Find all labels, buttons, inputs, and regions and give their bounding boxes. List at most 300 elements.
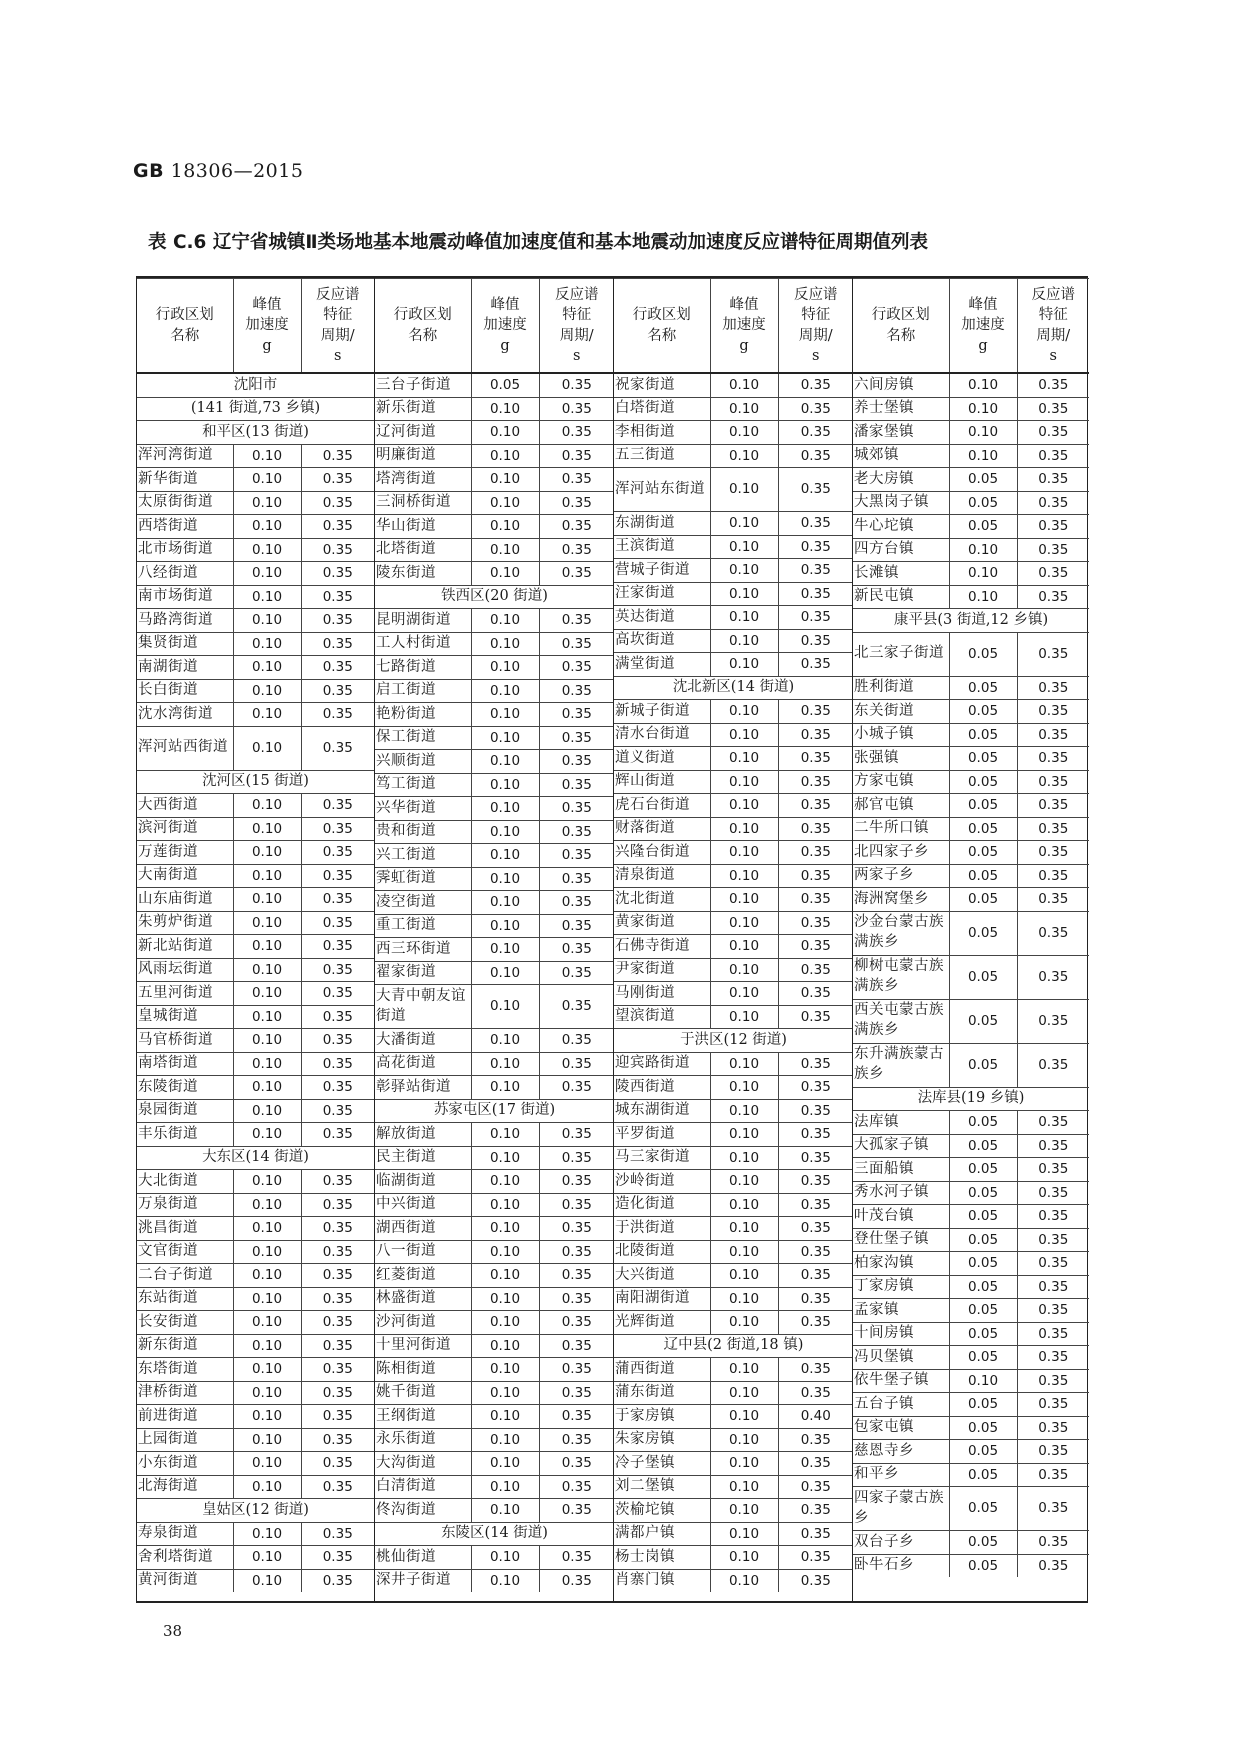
- period-value: 0.35: [1017, 397, 1089, 421]
- table-row: [375, 891, 614, 915]
- page-number: 38: [163, 1622, 183, 1640]
- table-row: [853, 1322, 1089, 1346]
- table-row: [614, 1287, 853, 1311]
- district-name: 柳树屯蒙古族满族乡: [853, 955, 949, 999]
- table-row: [853, 1043, 1089, 1087]
- table-row: [853, 1228, 1089, 1252]
- pga-value: 0.10: [471, 891, 539, 915]
- pga-value: 0.10: [949, 538, 1017, 562]
- period-value: 0.35: [539, 609, 614, 633]
- table-row: [375, 421, 614, 445]
- pga-value: 0.10: [710, 1428, 778, 1452]
- period-value: 0.35: [539, 844, 614, 868]
- period-value: 0.35: [301, 1052, 374, 1076]
- period-value: 0.35: [301, 1334, 374, 1358]
- district-name: 满都户镇: [614, 1522, 710, 1546]
- district-name: 沙岭街道: [614, 1170, 710, 1194]
- pga-value: 0.10: [471, 1428, 539, 1452]
- table-row: [137, 1522, 374, 1546]
- pga-value: 0.10: [471, 1287, 539, 1311]
- period-value: 0.35: [301, 1546, 374, 1570]
- table-row: [137, 468, 374, 492]
- period-value: 0.35: [301, 1405, 374, 1429]
- period-value: 0.35: [301, 817, 374, 841]
- pga-value: 0.05: [949, 1346, 1017, 1370]
- table-row: [614, 397, 853, 421]
- district-name: 万泉街道: [137, 1193, 233, 1217]
- table-row: [137, 515, 374, 539]
- period-value: 0.35: [778, 373, 853, 397]
- district-name: 黄家街道: [614, 911, 710, 935]
- table-row: [375, 938, 614, 962]
- district-name: 二台子街道: [137, 1264, 233, 1288]
- group-row: [375, 585, 614, 609]
- standard-code: GB 18306—2015: [133, 160, 304, 182]
- table-row: [614, 1499, 853, 1523]
- pga-value: 0.05: [949, 468, 1017, 492]
- district-name: 浑河站东街道: [614, 468, 710, 512]
- period-value: 0.35: [778, 1193, 853, 1217]
- pga-value: 0.10: [471, 679, 539, 703]
- district-name: 昆明湖街道: [375, 609, 471, 633]
- pga-value: 0.10: [710, 864, 778, 888]
- pga-value: 0.10: [471, 1029, 539, 1053]
- table-row: [614, 1475, 853, 1499]
- table-row: [614, 958, 853, 982]
- period-value: 0.35: [301, 911, 374, 935]
- district-name: 长安街道: [137, 1311, 233, 1335]
- district-name: 民主街道: [375, 1146, 471, 1170]
- period-value: 0.35: [539, 562, 614, 586]
- column-header-pga: 峰值 加速度 g: [710, 279, 778, 374]
- period-value: 0.35: [301, 1522, 374, 1546]
- pga-value: 0.10: [710, 1217, 778, 1241]
- pga-value: 0.05: [949, 1531, 1017, 1555]
- pga-value: 0.05: [949, 1252, 1017, 1276]
- district-name: 陵西街道: [614, 1076, 710, 1100]
- period-value: 0.35: [539, 1193, 614, 1217]
- table-row: [375, 1311, 614, 1335]
- district-name: 李相街道: [614, 421, 710, 445]
- district-name: 桃仙街道: [375, 1546, 471, 1570]
- district-name: 大黑岗子镇: [853, 491, 949, 515]
- period-value: 0.35: [539, 961, 614, 985]
- district-name: 太原街街道: [137, 491, 233, 515]
- period-value: 0.35: [1017, 1463, 1089, 1487]
- pga-value: 0.10: [710, 1123, 778, 1147]
- table-row: [137, 1287, 374, 1311]
- period-value: 0.35: [539, 1146, 614, 1170]
- period-value: 0.35: [539, 1217, 614, 1241]
- table-row: [853, 770, 1089, 794]
- period-value: 0.35: [778, 1264, 853, 1288]
- period-value: 0.35: [778, 1123, 853, 1147]
- period-value: 0.35: [539, 515, 614, 539]
- table-block: [137, 278, 374, 1592]
- district-name: 艳粉街道: [375, 703, 471, 727]
- pga-value: 0.10: [710, 1240, 778, 1264]
- table-row: [375, 1123, 614, 1147]
- period-value: 0.40: [778, 1405, 853, 1429]
- table-row: [137, 841, 374, 865]
- district-name: 北三家子街道: [853, 632, 949, 676]
- table-row: [137, 1005, 374, 1029]
- table-row: [853, 676, 1089, 700]
- pga-value: 0.10: [710, 629, 778, 653]
- pga-value: 0.10: [471, 1264, 539, 1288]
- pga-value: 0.05: [949, 1322, 1017, 1346]
- district-name: 上园街道: [137, 1428, 233, 1452]
- pga-value: 0.10: [710, 1311, 778, 1335]
- table-row: [614, 1193, 853, 1217]
- period-value: 0.35: [539, 867, 614, 891]
- period-value: 0.35: [1017, 421, 1089, 445]
- table-row: [137, 1052, 374, 1076]
- period-value: 0.35: [539, 397, 614, 421]
- group-heading: 和平区(13 街道): [137, 421, 374, 445]
- period-value: 0.35: [301, 1076, 374, 1100]
- period-value: 0.35: [1017, 1393, 1089, 1417]
- pga-value: 0.10: [710, 982, 778, 1006]
- district-name: 北四家子乡: [853, 841, 949, 865]
- pga-value: 0.10: [710, 747, 778, 771]
- pga-value: 0.10: [710, 1499, 778, 1523]
- district-name: 茨榆坨镇: [614, 1499, 710, 1523]
- district-name: 新东街道: [137, 1334, 233, 1358]
- pga-value: 0.10: [471, 1546, 539, 1570]
- table-row: [137, 817, 374, 841]
- table-row: [375, 1428, 614, 1452]
- pga-value: 0.10: [710, 582, 778, 606]
- table-row: [853, 1369, 1089, 1393]
- pga-value: 0.10: [233, 1123, 301, 1147]
- district-name: 八经街道: [137, 562, 233, 586]
- period-value: 0.35: [778, 841, 853, 865]
- table-row: [137, 1311, 374, 1335]
- period-value: 0.35: [539, 468, 614, 492]
- district-name: 永乐街道: [375, 1428, 471, 1452]
- district-name: 叶茂台镇: [853, 1205, 949, 1229]
- period-value: 0.35: [539, 1240, 614, 1264]
- pga-value: 0.05: [949, 1393, 1017, 1417]
- pga-value: 0.10: [233, 632, 301, 656]
- table-row: [375, 444, 614, 468]
- pga-value: 0.10: [471, 1405, 539, 1429]
- period-value: 0.35: [778, 468, 853, 512]
- period-value: 0.35: [1017, 632, 1089, 676]
- district-name: 北陵街道: [614, 1240, 710, 1264]
- pga-value: 0.10: [233, 562, 301, 586]
- period-value: 0.35: [539, 444, 614, 468]
- group-row: [375, 1522, 614, 1546]
- table-row: [853, 373, 1089, 397]
- district-name: 郝官屯镇: [853, 794, 949, 818]
- pga-value: 0.10: [471, 914, 539, 938]
- table-row: [137, 609, 374, 633]
- pga-value: 0.05: [949, 632, 1017, 676]
- table-row: [137, 1358, 374, 1382]
- period-value: 0.35: [301, 935, 374, 959]
- table-row: [853, 794, 1089, 818]
- pga-value: 0.10: [233, 1170, 301, 1194]
- period-value: 0.35: [778, 700, 853, 724]
- group-heading: 康平县(3 街道,12 乡镇): [853, 609, 1089, 633]
- period-value: 0.35: [1017, 955, 1089, 999]
- pga-value: 0.10: [710, 373, 778, 397]
- district-name: 东湖街道: [614, 512, 710, 536]
- district-name: 孟家镇: [853, 1299, 949, 1323]
- period-value: 0.35: [1017, 444, 1089, 468]
- table-row: [853, 864, 1089, 888]
- period-value: 0.35: [539, 679, 614, 703]
- table-row: [137, 1381, 374, 1405]
- district-name: 贵和街道: [375, 820, 471, 844]
- table-row: [614, 817, 853, 841]
- pga-value: 0.10: [710, 444, 778, 468]
- period-value: 0.35: [778, 559, 853, 583]
- period-value: 0.35: [301, 958, 374, 982]
- district-name: 马官桥街道: [137, 1029, 233, 1053]
- district-name: 财落街道: [614, 817, 710, 841]
- period-value: 0.35: [1017, 538, 1089, 562]
- period-value: 0.35: [539, 703, 614, 727]
- column-header-pga: 峰值 加速度 g: [233, 279, 301, 374]
- table-row: [853, 1205, 1089, 1229]
- district-name: 东站街道: [137, 1287, 233, 1311]
- table-row: [853, 1158, 1089, 1182]
- pga-value: 0.10: [710, 935, 778, 959]
- period-value: 0.35: [1017, 794, 1089, 818]
- district-name: 凌空街道: [375, 891, 471, 915]
- table-row: [375, 1217, 614, 1241]
- period-value: 0.35: [539, 1381, 614, 1405]
- district-name: 城郊镇: [853, 444, 949, 468]
- period-value: 0.35: [778, 653, 853, 677]
- district-name: 清泉街道: [614, 864, 710, 888]
- pga-value: 0.10: [233, 1334, 301, 1358]
- pga-value: 0.10: [233, 679, 301, 703]
- district-name: 风雨坛街道: [137, 958, 233, 982]
- pga-value: 0.10: [471, 1193, 539, 1217]
- table-row: [137, 1569, 374, 1592]
- period-value: 0.35: [778, 794, 853, 818]
- table-row: [853, 1393, 1089, 1417]
- table-row: [137, 538, 374, 562]
- pga-value: 0.10: [710, 606, 778, 630]
- pga-value: 0.10: [233, 1287, 301, 1311]
- column-header-name: 行政区划 名称: [853, 279, 949, 374]
- period-value: 0.35: [539, 632, 614, 656]
- pga-value: 0.10: [233, 444, 301, 468]
- pga-value: 0.10: [233, 888, 301, 912]
- table-row: [375, 914, 614, 938]
- period-value: 0.35: [778, 1546, 853, 1570]
- period-value: 0.35: [778, 1099, 853, 1123]
- district-name: 北海街道: [137, 1475, 233, 1499]
- period-value: 0.35: [539, 938, 614, 962]
- pga-value: 0.10: [233, 1546, 301, 1570]
- period-value: 0.35: [301, 1452, 374, 1476]
- district-name: 塔湾街道: [375, 468, 471, 492]
- table-row: [614, 444, 853, 468]
- district-name: 沙金台蒙古族满族乡: [853, 911, 949, 955]
- pga-value: 0.10: [471, 1240, 539, 1264]
- table-row: [137, 982, 374, 1006]
- period-value: 0.35: [1017, 676, 1089, 700]
- period-value: 0.35: [778, 1170, 853, 1194]
- table-row: [853, 817, 1089, 841]
- district-name: 黄河街道: [137, 1569, 233, 1592]
- period-value: 0.35: [301, 491, 374, 515]
- pga-value: 0.10: [233, 468, 301, 492]
- pga-value: 0.05: [949, 1043, 1017, 1087]
- table-row: [137, 958, 374, 982]
- group-row: [614, 1029, 853, 1053]
- table-row: [614, 1170, 853, 1194]
- district-name: 三台子街道: [375, 373, 471, 397]
- period-value: 0.35: [539, 1499, 614, 1523]
- table-row: [375, 1452, 614, 1476]
- pga-value: 0.10: [710, 535, 778, 559]
- district-name: 马路湾街道: [137, 609, 233, 633]
- period-value: 0.35: [778, 535, 853, 559]
- pga-value: 0.10: [233, 841, 301, 865]
- table-row: [853, 955, 1089, 999]
- period-value: 0.35: [301, 982, 374, 1006]
- table-row: [375, 820, 614, 844]
- period-value: 0.35: [301, 444, 374, 468]
- table-row: [375, 1405, 614, 1429]
- table-row: [614, 1264, 853, 1288]
- pga-value: 0.10: [710, 1146, 778, 1170]
- district-name: 大北街道: [137, 1170, 233, 1194]
- pga-value: 0.10: [471, 1475, 539, 1499]
- table-row: [614, 794, 853, 818]
- period-value: 0.35: [1017, 1416, 1089, 1440]
- table-row: [853, 888, 1089, 912]
- district-name: 马刚街道: [614, 982, 710, 1006]
- period-value: 0.35: [1017, 1043, 1089, 1087]
- period-value: 0.35: [539, 914, 614, 938]
- period-value: 0.35: [778, 1381, 853, 1405]
- pga-value: 0.10: [233, 1217, 301, 1241]
- district-name: 解放街道: [375, 1123, 471, 1147]
- district-name: 冷子堡镇: [614, 1452, 710, 1476]
- column-header-period: 反应谱 特征 周期/ s: [301, 279, 374, 374]
- period-value: 0.35: [778, 1217, 853, 1241]
- pga-value: 0.10: [471, 1217, 539, 1241]
- period-value: 0.35: [301, 609, 374, 633]
- table-row: [614, 1522, 853, 1546]
- table-row: [614, 1358, 853, 1382]
- district-name: 南湖街道: [137, 656, 233, 680]
- period-value: 0.35: [778, 582, 853, 606]
- period-value: 0.35: [301, 726, 374, 770]
- period-value: 0.35: [1017, 864, 1089, 888]
- pga-value: 0.05: [471, 373, 539, 397]
- district-name: 西塔街道: [137, 515, 233, 539]
- table-row: [137, 726, 374, 770]
- table-block: [853, 278, 1089, 1577]
- period-value: 0.35: [539, 656, 614, 680]
- period-value: 0.35: [1017, 1252, 1089, 1276]
- district-name: 浑河站西街道: [137, 726, 233, 770]
- district-name: 陈相街道: [375, 1358, 471, 1382]
- pga-value: 0.10: [233, 1029, 301, 1053]
- pga-value: 0.10: [710, 794, 778, 818]
- period-value: 0.35: [778, 958, 853, 982]
- table-row: [375, 797, 614, 821]
- district-name: 新华街道: [137, 468, 233, 492]
- district-name: 大青中朝友谊街道: [375, 985, 471, 1029]
- district-name: 南市场街道: [137, 585, 233, 609]
- district-name: 大孤家子镇: [853, 1134, 949, 1158]
- pga-value: 0.10: [471, 938, 539, 962]
- pga-value: 0.10: [710, 1099, 778, 1123]
- table-row: [137, 1217, 374, 1241]
- pga-value: 0.10: [233, 794, 301, 818]
- pga-value: 0.10: [710, 817, 778, 841]
- period-value: 0.35: [301, 1475, 374, 1499]
- district-name: 兴隆台街道: [614, 841, 710, 865]
- table-row: [375, 985, 614, 1029]
- column-header-pga: 峰值 加速度 g: [471, 279, 539, 374]
- table-row: [137, 491, 374, 515]
- period-value: 0.35: [1017, 1369, 1089, 1393]
- table-row: [375, 703, 614, 727]
- group-row: [137, 1499, 374, 1523]
- period-value: 0.35: [778, 747, 853, 771]
- table-row: [375, 1334, 614, 1358]
- district-name: 朱家房镇: [614, 1428, 710, 1452]
- district-name: 重工街道: [375, 914, 471, 938]
- table-row: [614, 1099, 853, 1123]
- table-row: [375, 538, 614, 562]
- table-row: [853, 700, 1089, 724]
- district-name: 方家屯镇: [853, 770, 949, 794]
- table-row: [375, 397, 614, 421]
- table-row: [614, 1217, 853, 1241]
- table-row: [137, 864, 374, 888]
- group-row: [614, 1334, 853, 1358]
- period-value: 0.35: [301, 1311, 374, 1335]
- period-value: 0.35: [778, 982, 853, 1006]
- district-name: 大西街道: [137, 794, 233, 818]
- pga-value: 0.05: [949, 515, 1017, 539]
- period-value: 0.35: [778, 817, 853, 841]
- pga-value: 0.10: [710, 421, 778, 445]
- pga-value: 0.10: [471, 1358, 539, 1382]
- district-name: 丁家房镇: [853, 1275, 949, 1299]
- pga-value: 0.10: [233, 1381, 301, 1405]
- table-row: [375, 1569, 614, 1592]
- period-value: 0.35: [778, 1428, 853, 1452]
- table-row: [853, 562, 1089, 586]
- pga-value: 0.10: [471, 1052, 539, 1076]
- table-row: [614, 1123, 853, 1147]
- period-value: 0.35: [778, 935, 853, 959]
- column-header-name: 行政区划 名称: [137, 279, 233, 374]
- data-table: [136, 276, 1088, 1603]
- table-row: [853, 1416, 1089, 1440]
- pga-value: 0.05: [949, 999, 1017, 1043]
- period-value: 0.35: [778, 911, 853, 935]
- period-value: 0.35: [1017, 999, 1089, 1043]
- table-row: [375, 1475, 614, 1499]
- district-name: 姚千街道: [375, 1381, 471, 1405]
- pga-value: 0.05: [949, 841, 1017, 865]
- district-name: 望滨街道: [614, 1005, 710, 1029]
